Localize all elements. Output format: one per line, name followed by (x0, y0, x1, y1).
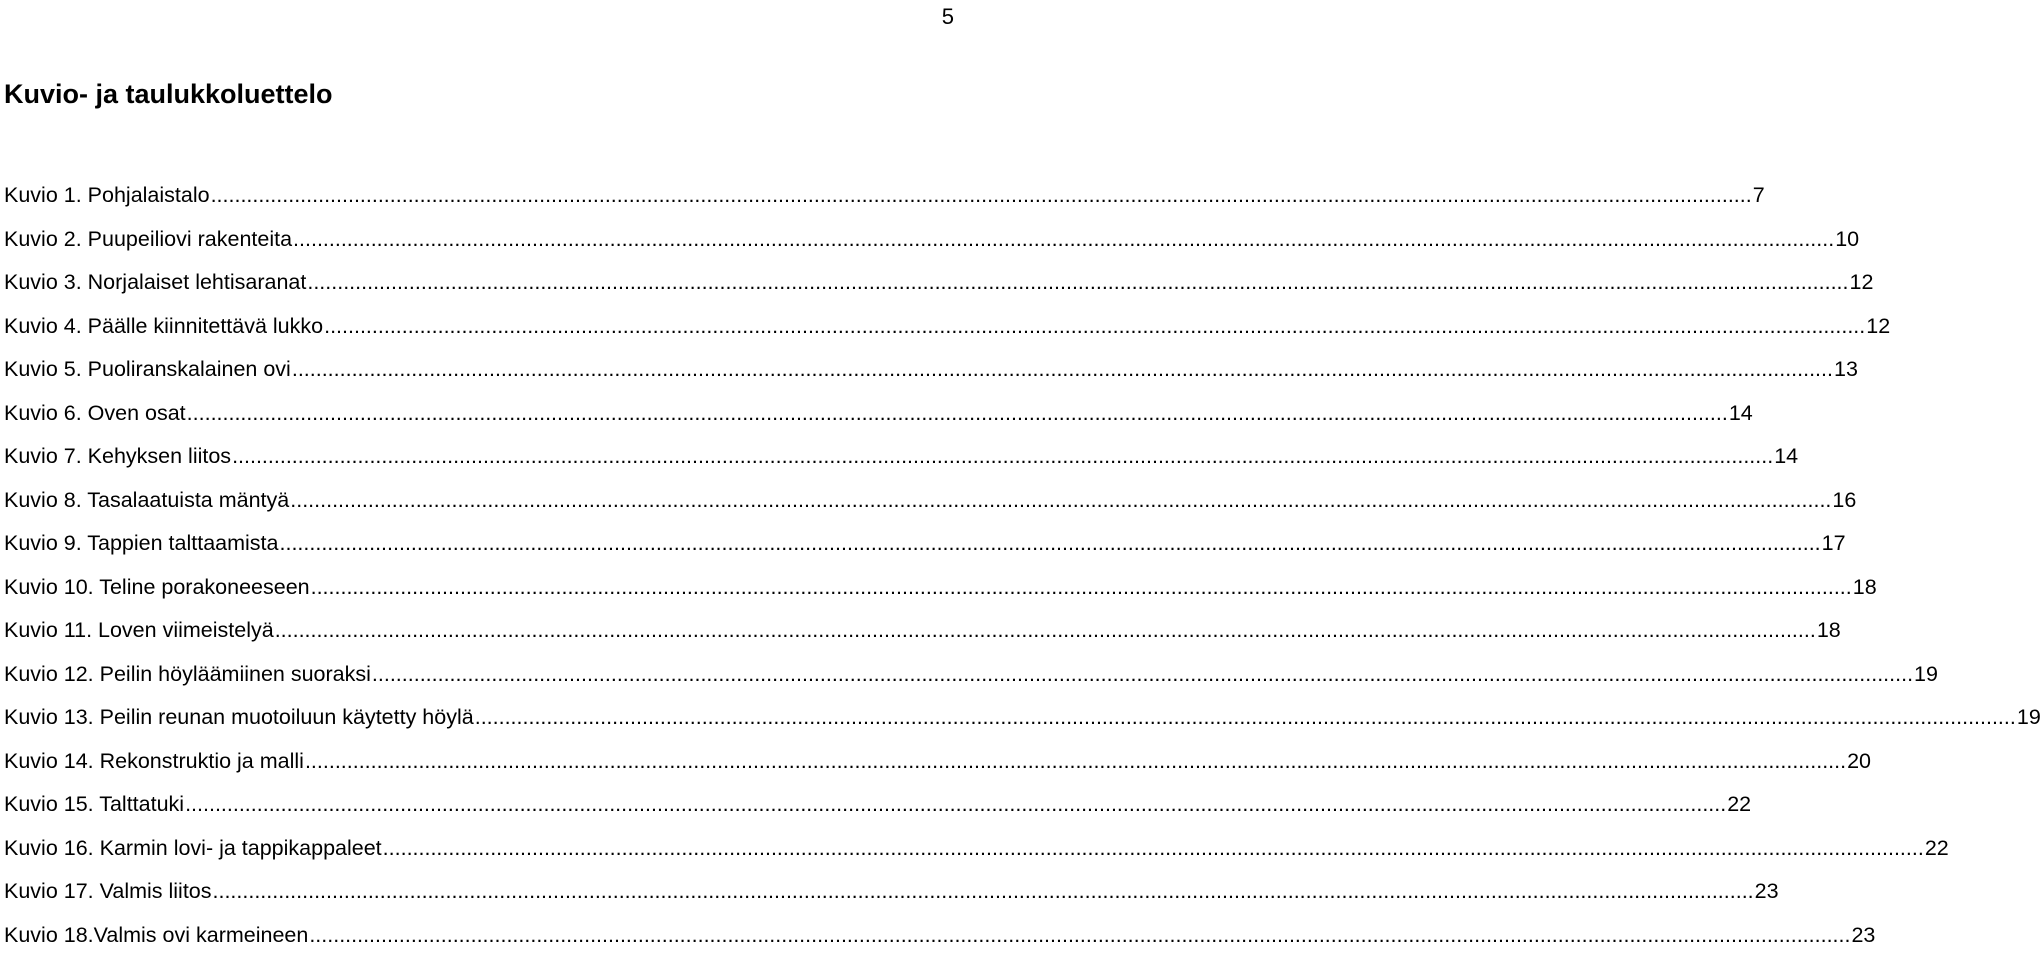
toc-entry-page: 20 (1847, 748, 1872, 773)
dot-leader (293, 218, 1834, 262)
toc-entry[interactable] (4, 522, 1846, 566)
toc-entry-label: Kuvio 17. Valmis liitos (4, 879, 212, 903)
toc-entry-page: 22 (1727, 792, 1752, 816)
toc-entry-page: 18 (1816, 618, 1841, 642)
toc-entry[interactable] (4, 740, 1872, 784)
toc-entry-label: Kuvio 18.Valmis ovi karmeineen (4, 922, 309, 947)
toc-entry-page: 19 (2016, 705, 2041, 729)
page-number: 5 (941, 4, 954, 29)
toc-entry-page: 7 (1752, 183, 1765, 207)
toc-entry-page: 16 (1832, 487, 1857, 512)
toc-entry-label: Kuvio 4. Päälle kiinnitettävä lukko (4, 313, 324, 338)
toc-entry-label: Kuvio 8. Tasalaatuista mäntyä (4, 487, 290, 512)
toc-entry-label: Kuvio 2. Puupeiliovi rakenteita (4, 226, 293, 251)
dot-leader (185, 783, 1726, 827)
toc-entry-label: Kuvio 9. Tappien talttaamista (4, 531, 279, 555)
toc-entry[interactable] (4, 914, 1876, 958)
dot-leader (211, 174, 1752, 218)
toc-entry[interactable] (4, 479, 1857, 523)
toc-entry-page: 12 (1866, 313, 1891, 338)
dot-leader (280, 522, 1821, 566)
toc-entry-page: 17 (1821, 531, 1846, 555)
toc-entry-label: Kuvio 7. Kehyksen liitos (4, 444, 232, 468)
toc-entry-label: Kuvio 5. Puoliranskalainen ovi (4, 357, 291, 381)
toc-entry[interactable] (4, 609, 1841, 653)
toc-entry[interactable] (4, 827, 1949, 871)
toc-entry-label: Kuvio 12. Peilin höyläämiinen suoraksi (4, 661, 371, 686)
toc-entry-page: 13 (1833, 357, 1858, 381)
toc-entry-page: 12 (1849, 270, 1874, 294)
toc-entry[interactable] (4, 348, 1858, 392)
dot-leader (475, 696, 2016, 740)
dot-leader (309, 914, 1850, 958)
toc-entry-label: Kuvio 14. Rekonstruktio ja malli (4, 748, 304, 773)
toc-entry[interactable] (4, 566, 1877, 610)
toc-entry-label: Kuvio 10. Teline porakoneeseen (4, 574, 310, 599)
toc-entry-label: Kuvio 1. Pohjalaistalo (4, 183, 210, 207)
toc-entry-label: Kuvio 15. Talttatuki (4, 792, 185, 816)
toc-entry[interactable] (4, 305, 1891, 349)
toc-entry-label: Kuvio 11. Loven viimeistelyä (4, 618, 274, 642)
toc-entry-label: Kuvio 13. Peilin reunan muotoiluun käytetty höylä (4, 705, 474, 729)
dot-leader (307, 261, 1848, 305)
toc-entry-page: 19 (1914, 661, 1938, 686)
dot-leader (290, 479, 1831, 523)
dot-leader (324, 305, 1865, 349)
toc-entry-page: 18 (1852, 574, 1877, 599)
dot-leader (305, 740, 1846, 784)
toc-entry[interactable] (4, 174, 1765, 218)
toc-entry[interactable] (4, 870, 1779, 914)
dot-leader (383, 827, 1924, 871)
dot-leader (232, 435, 1773, 479)
toc-entry-page: 14 (1728, 400, 1753, 425)
toc-entry-page: 23 (1754, 879, 1779, 903)
dot-leader (213, 870, 1754, 914)
dot-leader (275, 609, 1816, 653)
toc-entry-page: 23 (1851, 922, 1876, 947)
dot-leader (311, 566, 1852, 610)
toc-entry[interactable] (4, 218, 1860, 262)
toc-entry-label: Kuvio 16. Karmin lovi- ja tappikappaleet (4, 835, 382, 860)
dot-leader (292, 348, 1833, 392)
toc-entry[interactable] (4, 696, 2041, 740)
toc-entry[interactable] (4, 783, 1752, 827)
toc-entry-page: 14 (1774, 444, 1799, 468)
figure-list (4, 174, 2041, 957)
toc-entry-page: 10 (1835, 226, 1860, 251)
dot-leader (187, 392, 1728, 436)
dot-leader (372, 653, 1913, 697)
toc-entry-label: Kuvio 3. Norjalaiset lehtisaranat (4, 270, 307, 294)
page-title: Kuvio- ja taulukkoluettelo (4, 79, 333, 109)
toc-entry[interactable] (4, 261, 1874, 305)
toc-entry[interactable] (4, 392, 1753, 436)
toc-entry-page: 22 (1924, 835, 1949, 860)
toc-entry-label: Kuvio 6. Oven osat (4, 400, 186, 425)
toc-entry[interactable] (4, 653, 1938, 697)
toc-entry[interactable] (4, 435, 1799, 479)
